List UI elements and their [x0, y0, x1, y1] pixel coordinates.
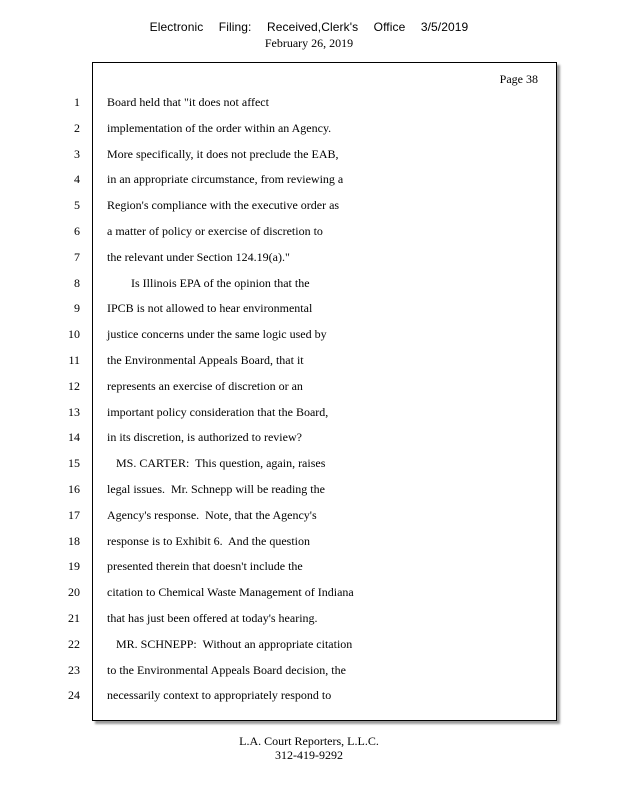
line-text: MS. CARTER: This question, again, raises: [107, 456, 326, 470]
stamp-word: 3/5/2019: [420, 20, 469, 34]
stamp-word: Filing:: [218, 20, 252, 34]
line-text: the Environmental Appeals Board, that it: [107, 353, 304, 367]
line-number: 16: [68, 482, 80, 496]
line-number: 9: [74, 301, 80, 315]
line-number: 19: [68, 559, 80, 573]
transcript-date: February 26, 2019: [264, 36, 354, 50]
footer-phone: 312-419-9292: [275, 748, 343, 762]
footer-company: L.A. Court Reporters, L.L.C.: [239, 734, 379, 748]
line-number: 4: [74, 172, 80, 186]
line-number: 23: [68, 663, 80, 677]
line-number: 22: [68, 637, 80, 651]
line-number: 10: [68, 327, 80, 341]
page-number: Page 38: [499, 72, 538, 86]
line-text: MR. SCHNEPP: Without an appropriate citation: [107, 637, 353, 651]
line-number: 11: [68, 353, 80, 367]
line-number: 18: [68, 534, 80, 548]
line-number: 15: [68, 456, 80, 470]
line-text: More specifically, it does not preclude the EAB,: [107, 147, 339, 161]
line-number: 1: [74, 95, 80, 109]
line-text: presented therein that doesn't include the: [107, 559, 303, 573]
line-text: Region's compliance with the executive order as: [107, 198, 340, 212]
line-text: important policy consideration that the Board,: [107, 405, 329, 419]
line-text: the relevant under Section 124.19(a).": [107, 250, 290, 264]
line-text: that has just been offered at today's hearing.: [107, 611, 318, 625]
line-number: 24: [68, 688, 80, 702]
line-number: 8: [74, 276, 80, 290]
line-number: 3: [74, 147, 80, 161]
line-text: a matter of policy or exercise of discretion to: [107, 224, 323, 238]
line-number: 2: [74, 121, 80, 135]
stamp-word: Electronic: [149, 20, 204, 34]
line-text: in an appropriate circumstance, from reviewing a: [107, 172, 344, 186]
line-number: 17: [68, 508, 80, 522]
line-number: 20: [68, 585, 80, 599]
line-number: 7: [74, 250, 80, 264]
line-number: 6: [74, 224, 80, 238]
line-number: 12: [68, 379, 80, 393]
line-text: represents an exercise of discretion or an: [107, 379, 303, 393]
line-text: in its discretion, is authorized to review?: [107, 430, 302, 444]
line-text: Agency's response. Note, that the Agency's: [107, 508, 317, 522]
stamp-word: Office: [373, 20, 406, 34]
line-text: Board held that "it does not affect: [107, 95, 269, 109]
filing-stamp: [0, 20, 618, 34]
line-number: 5: [74, 198, 80, 212]
line-text: response is to Exhibit 6. And the question: [107, 534, 310, 548]
line-text: implementation of the order within an Agency.: [107, 121, 332, 135]
line-number: 13: [68, 405, 80, 419]
line-text: necessarily context to appropriately respond to: [107, 688, 332, 702]
line-text: Is Illinois EPA of the opinion that the: [107, 276, 310, 290]
line-text: justice concerns under the same logic used by: [107, 327, 327, 341]
line-text: IPCB is not allowed to hear environmental: [107, 301, 313, 315]
stamp-word: Received,Clerk's: [266, 20, 359, 34]
line-text: citation to Chemical Waste Management of Indiana: [107, 585, 354, 599]
line-text: to the Environmental Appeals Board decision, the: [107, 663, 346, 677]
line-number: 14: [68, 430, 80, 444]
line-text: legal issues. Mr. Schnepp will be reading the: [107, 482, 325, 496]
line-number: 21: [68, 611, 80, 625]
